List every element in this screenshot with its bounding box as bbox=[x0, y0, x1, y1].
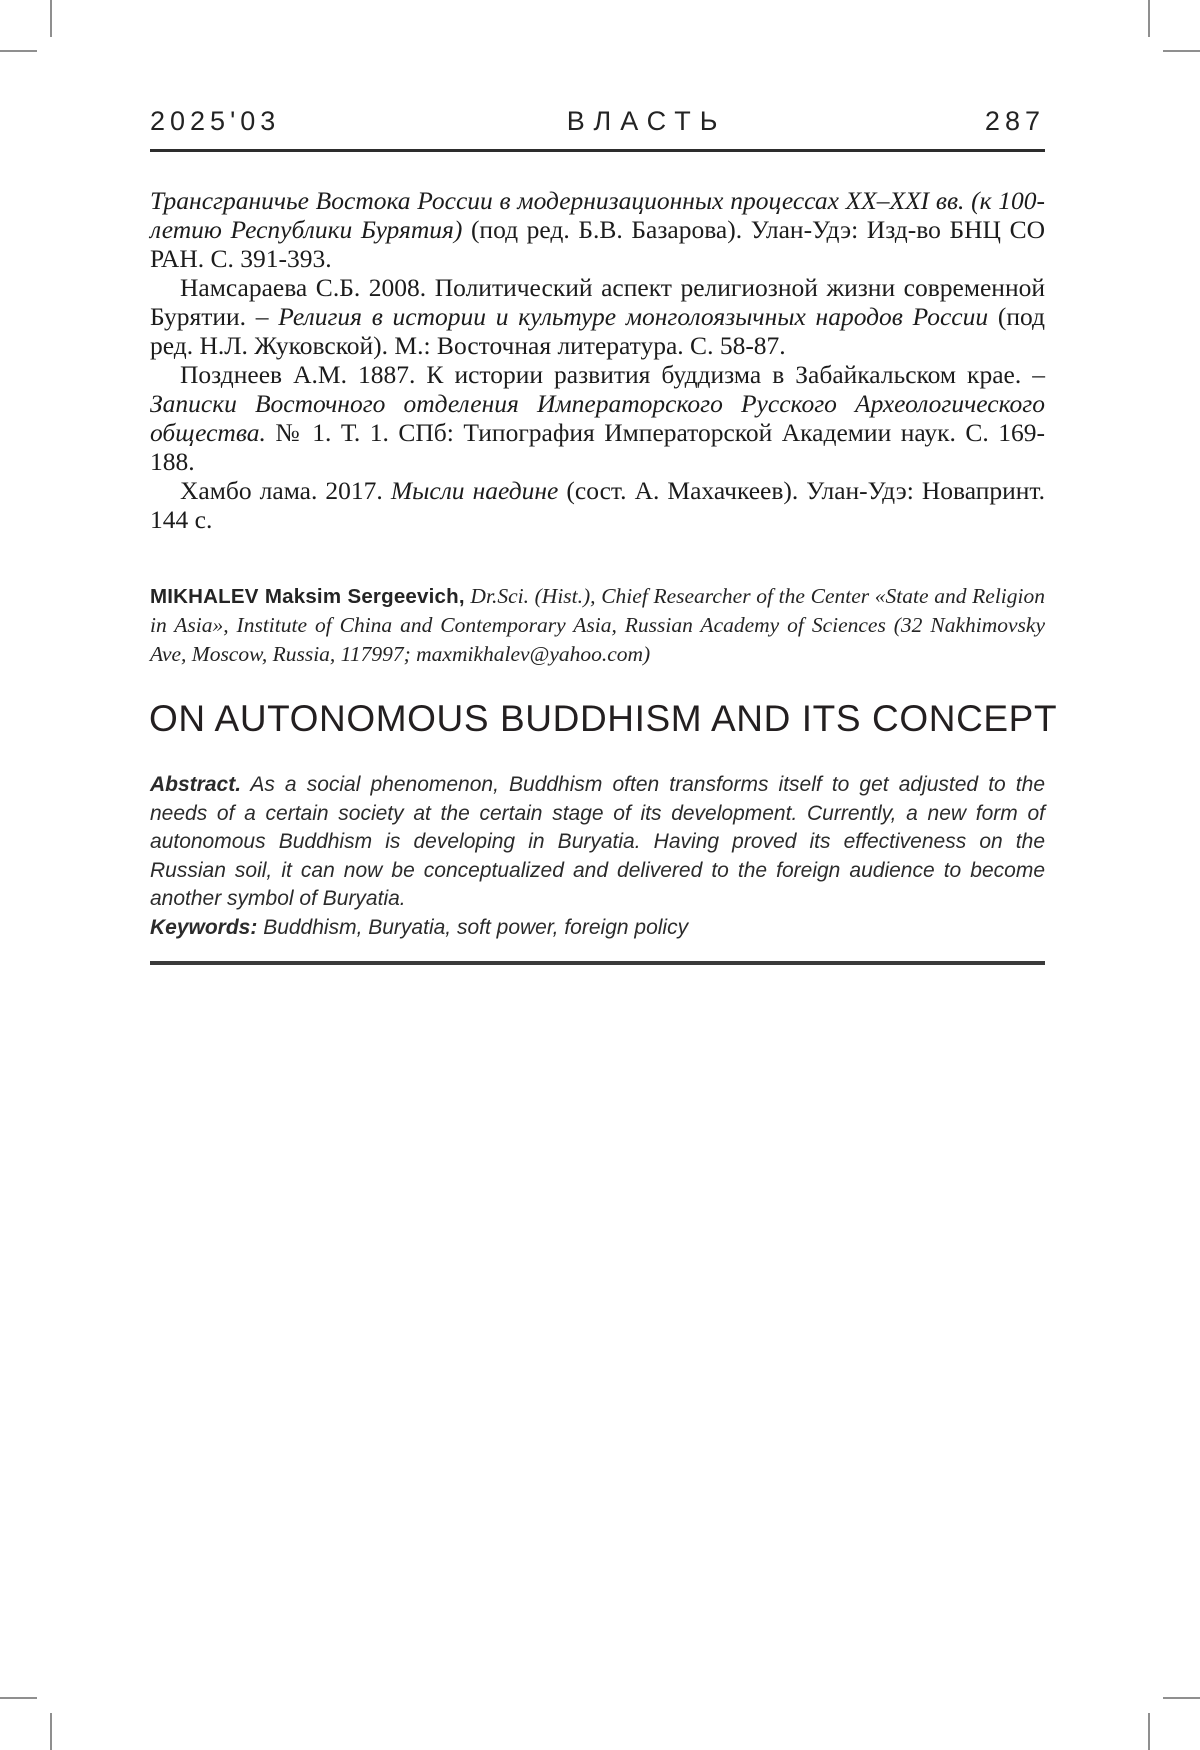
reference-paragraph: Трансграничье Востока России в модернизационных процессах XX–XXI вв. (к 100-летию Республики Бурятия) (под ред. Б.В. Базарова). Улан-Удэ: Изд-во БНЦ СО РАН. С. 391-393. bbox=[150, 186, 1045, 273]
running-head bbox=[150, 106, 1045, 137]
author-block bbox=[150, 582, 1045, 669]
abstract-label: Abstract. bbox=[150, 773, 242, 796]
crop-mark-bottom-left-vertical bbox=[50, 1713, 52, 1750]
crop-mark-bottom-right-vertical bbox=[1148, 1713, 1150, 1750]
header-page-number: 287 bbox=[984, 106, 1045, 136]
keywords-paragraph bbox=[150, 914, 1045, 943]
keywords-text: Buddhism, Buryatia, soft power, foreign policy bbox=[257, 915, 689, 939]
crop-mark-top-right-horizontal bbox=[1163, 50, 1200, 52]
abstract-section bbox=[150, 771, 1045, 942]
crop-mark-top-left-horizontal bbox=[0, 50, 37, 52]
author-name: MIKHALEV Maksim Sergeevich, bbox=[150, 585, 465, 608]
author-affiliation: Dr.Sci. (Hist.), Chief Researcher of the Center «State and Religion in Asia», Institute of China and Contemporary Asia, Russian Academy of Sciences (32 Nakhimovsky Ave, Moscow, Russia, 117997; maxmikhalev@yahoo.com) bbox=[150, 584, 1045, 666]
references-section bbox=[150, 186, 1045, 534]
keywords-label: Keywords: bbox=[150, 915, 258, 939]
crop-mark-top-right-vertical bbox=[1148, 0, 1150, 37]
header-issue: 2025'03 bbox=[150, 106, 281, 136]
section-divider-rule bbox=[150, 961, 1045, 965]
reference-paragraph: Намсараева С.Б. 2008. Политический аспект религиозной жизни современной Бурятии. – Религия в истории и культуре монголоязычных народов России (под ред. Н.Л. Жуковской). М.: Восточная литература. С. 58-87. bbox=[150, 273, 1045, 360]
crop-mark-bottom-left-horizontal bbox=[0, 1697, 37, 1699]
reference-paragraph: Позднеев А.М. 1887. К истории развития буддизма в Забайкальском крае. – Записки Восточного отделения Императорского Русского Археологического общества. № 1. Т. 1. СПб: Типография Императорской Академии наук. С. 169-188. bbox=[150, 360, 1045, 476]
crop-mark-top-left-vertical bbox=[50, 0, 52, 37]
abstract-text: As a social phenomenon, Buddhism often transforms itself to get adjusted to the needs of a certain society at the certain stage of its development. Currently, a new form of autonomous Buddhism is developing in Buryatia. Having proved its effectiveness on the Russian soil, it can now be conceptualized and delivered to the foreign audience to become another symbol of Buryatia. bbox=[150, 773, 1045, 910]
article-title: ON AUTONOMOUS BUDDHISM AND ITS CONCEPT bbox=[149, 698, 1058, 739]
abstract-paragraph bbox=[150, 771, 1045, 914]
header-rule bbox=[150, 149, 1045, 152]
header-journal-title: ВЛАСТЬ bbox=[566, 106, 727, 136]
reference-paragraph: Хамбо лама. 2017. Мысли наедине (сост. А. Махачкеев). Улан-Удэ: Новапринт. 144 с. bbox=[150, 476, 1045, 534]
crop-mark-bottom-right-horizontal bbox=[1163, 1697, 1200, 1699]
